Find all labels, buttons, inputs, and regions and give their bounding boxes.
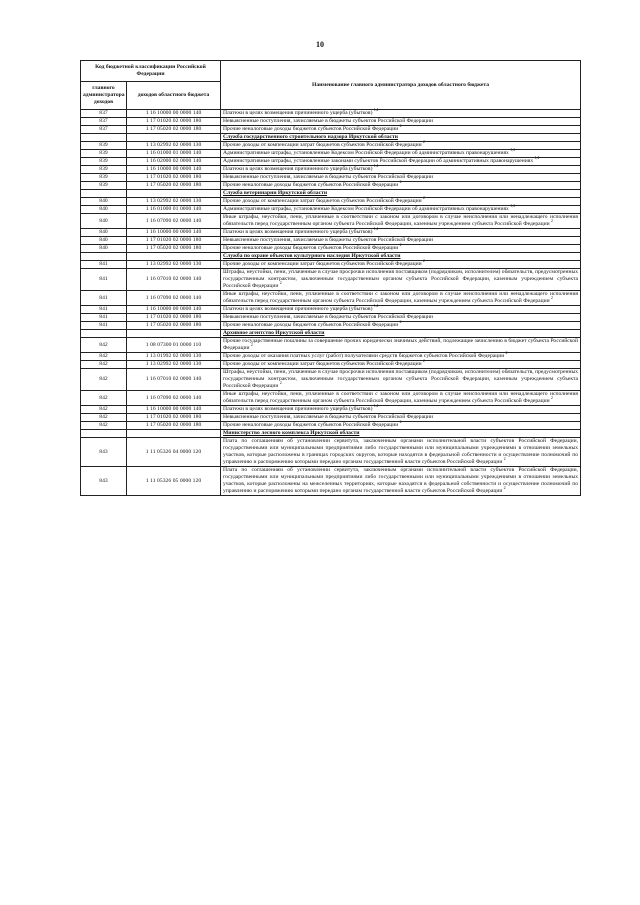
income-name-text: Прочие неналоговые доходы бюджетов субъектов Российской Федерации [223, 322, 399, 328]
table-body [81, 110, 581, 496]
table-row [81, 406, 581, 414]
income-name-cell [221, 269, 581, 291]
empty-cell [81, 134, 127, 142]
income-code-cell: 1 16 07090 02 0000 140 [127, 391, 221, 406]
table-row [81, 438, 581, 467]
income-name-cell [221, 206, 581, 214]
footnote-mark: 1,4 [373, 304, 379, 309]
table-row [81, 291, 581, 306]
table-row [81, 150, 581, 158]
income-code-cell: 1 17 05020 02 0000 180 [127, 182, 221, 190]
section-row [81, 253, 581, 261]
income-name-cell [221, 406, 581, 414]
section-row [81, 330, 581, 338]
table-row [81, 414, 581, 422]
admin-code-cell: 840 [81, 198, 127, 206]
empty-cell [127, 253, 221, 261]
income-code-cell: 1 16 10000 00 0000 140 [127, 406, 221, 414]
income-name-text: Иные штрафы, неустойки, пени, уплаченные в соответствии с законом или договором в случае неисполнения или ненадлежащего исполнения обязательств перед государственным органом субъекта Российской Федерации, казенным учреждением субъекта Российской Федерации [223, 391, 579, 404]
income-name-text: Невыясненные поступления, зачисляемые в бюджеты субъектов Российской Федерации [223, 118, 434, 124]
income-code-cell: 1 17 01020 02 0000 180 [127, 237, 221, 245]
section-row [81, 190, 581, 198]
empty-cell [127, 330, 221, 338]
income-name-cell [221, 126, 581, 134]
admin-code-cell: 840 [81, 229, 127, 237]
income-name-text: Плата по соглашениям об установлении сервитута, заключенным органами исполнительной власти субъектов Российской Федерации, государственными или муниципальными предприятиями либо государственными или муниципальными учреждениями в отношении земельных участков, которые расположены на межселенных территориях, которые находятся в федеральной собственности и осуществление полномочий по управлению и распоряжению которыми передано органам государственной власти субъектов Российской Федерации [223, 467, 579, 494]
admin-code-cell: 840 [81, 206, 127, 214]
income-code-cell: 1 16 01000 01 0000 140 [127, 150, 221, 158]
income-code-cell: 1 17 01020 02 0000 180 [127, 118, 221, 126]
income-name-text: Прочие доходы от компенсации затрат бюджетов субъектов Российской Федерации [223, 142, 422, 148]
income-code-cell: 1 11 05326 05 0000 120 [127, 467, 221, 496]
footnote-mark: 2 [399, 320, 402, 325]
admin-code-cell: 843 [81, 467, 127, 496]
footnote-mark: 2 [503, 486, 506, 491]
income-code-cell: 1 16 10000 00 0000 140 [127, 229, 221, 237]
income-name-cell [221, 166, 581, 174]
table-row [81, 353, 581, 361]
footnote-mark: 2 [279, 381, 282, 386]
footnote-mark: 1,4 [510, 204, 515, 209]
empty-cell [127, 430, 221, 438]
income-name-text: Штрафы, неустойки, пени, уплаченные в случае просрочки исполнения поставщиком (подрядчиком, исполнителем) обязательств, предусмотренных государственным контрактом, заключенным государственным органом субъекта Российской Федерации, казенным учреждением субъекта Российской Федерации [223, 369, 579, 389]
section-title: Архивное агентство Иркутской области [221, 330, 581, 338]
admin-code-cell: 839 [81, 166, 127, 174]
income-name-cell [221, 467, 581, 496]
section-row [81, 134, 581, 142]
section-title: Служба государственного строительного надзора Иркутской области [221, 134, 581, 142]
table-row [81, 369, 581, 391]
empty-cell [127, 134, 221, 142]
income-name-text: Административные штрафы, установленные законами субъектов Российской Федерации об административных правонарушениях [223, 158, 534, 164]
table-row [81, 174, 581, 182]
empty-cell [127, 190, 221, 198]
admin-code-cell: 841 [81, 261, 127, 269]
admin-code-cell: 842 [81, 422, 127, 430]
income-code-cell: 1 16 10000 00 0000 140 [127, 306, 221, 314]
income-name-text: Невыясненные поступления, зачисляемые в бюджеты субъектов Российской Федерации [223, 174, 434, 180]
admin-code-cell: 842 [81, 391, 127, 406]
footnote-mark: 1,4 [373, 108, 379, 113]
income-name-text: Прочие государственные пошлины за совершение прочих юридически значимых действий, подлежащие зачислению в бюджет субъекта Российской Федерации [223, 338, 579, 351]
income-name-cell [221, 361, 581, 369]
footnote-mark: 1,4 [373, 227, 379, 232]
admin-code-cell: 840 [81, 214, 127, 229]
income-name-text: Платежи в целях возмещения причиненного ущерба (убытков) [223, 110, 373, 116]
header-classification-code: Код бюджетной классификации Российской Федерации [81, 61, 221, 82]
table-row [81, 198, 581, 206]
table-row [81, 269, 581, 291]
footnote-mark: 2 [399, 180, 402, 185]
income-name-cell [221, 245, 581, 253]
income-code-cell: 1 13 02992 02 0000 130 [127, 361, 221, 369]
income-name-cell [221, 422, 581, 430]
admin-code-cell: 840 [81, 237, 127, 245]
income-code-cell: 1 08 07300 01 0000 110 [127, 338, 221, 353]
footnote-mark: 2 [423, 140, 425, 145]
section-title: Служба по охране объектов культурного наследия Иркутской области [221, 253, 581, 261]
section-title: Служба ветеринарии Иркутской области [221, 190, 581, 198]
footnote-mark: 2 [423, 259, 425, 264]
table-row [81, 322, 581, 330]
income-code-cell: 1 17 05020 02 0000 180 [127, 422, 221, 430]
income-name-text: Прочие доходы от компенсации затрат бюджетов субъектов Российской Федерации [223, 198, 422, 204]
footnote-mark: 2 [279, 281, 282, 286]
income-code-cell: 1 16 07090 02 0000 140 [127, 291, 221, 306]
income-name-cell [221, 110, 581, 118]
empty-cell [81, 330, 127, 338]
income-code-cell: 1 13 01992 02 0000 130 [127, 353, 221, 361]
footnote-mark: 2 [423, 196, 425, 201]
admin-code-cell: 839 [81, 182, 127, 190]
income-code-cell: 1 13 02992 02 0000 130 [127, 142, 221, 150]
table-row [81, 158, 581, 166]
page-number: 10 [316, 40, 324, 49]
footnote-mark: 1,4 [510, 148, 515, 153]
income-name-cell [221, 182, 581, 190]
admin-code-cell: 839 [81, 142, 127, 150]
admin-code-cell: 841 [81, 322, 127, 330]
income-name-text: Иные штрафы, неустойки, пени, уплаченные в соответствии с законом или договором в случае неисполнения или ненадлежащего исполнения обязательств перед государственным органом субъекта Российской Федерации, казенным учреждением субъекта Российской Федерации [223, 291, 579, 304]
admin-code-cell: 837 [81, 118, 127, 126]
income-name-cell [221, 261, 581, 269]
income-code-cell: 1 16 02000 02 0000 140 [127, 158, 221, 166]
footnote-mark: 2 [399, 124, 402, 129]
footnote-mark: 2 [399, 243, 402, 248]
admin-code-cell: 842 [81, 338, 127, 353]
table-row [81, 306, 581, 314]
income-name-text: Прочие доходы от оказания платных услуг (работ) получателями средств бюджетов субъектов Российской Федерации [223, 353, 505, 359]
table-row [81, 314, 581, 322]
income-name-text: Невыясненные поступления, зачисляемые в бюджеты субъектов Российской Федерации [223, 314, 434, 320]
admin-code-cell: 842 [81, 353, 127, 361]
admin-code-cell: 842 [81, 406, 127, 414]
table-row [81, 361, 581, 369]
income-code-cell: 1 16 07010 02 0000 140 [127, 269, 221, 291]
income-code-cell: 1 17 01020 02 0000 180 [127, 174, 221, 182]
header-income-code: доходов областного бюджета [127, 82, 221, 110]
income-name-text: Административные штрафы, установленные Кодексом Российской Федерации об административных правонарушениях [223, 206, 509, 212]
footnote-mark: 1,4 [373, 404, 379, 409]
income-name-text: Прочие доходы от компенсации затрат бюджетов субъектов Российской Федерации [223, 361, 422, 367]
income-name-text: Платежи в целях возмещения причиненного ущерба (убытков) [223, 229, 373, 235]
income-name-cell [221, 369, 581, 391]
table-row [81, 422, 581, 430]
admin-code-cell: 842 [81, 361, 127, 369]
income-name-cell [221, 306, 581, 314]
income-code-cell: 1 16 07090 02 0000 140 [127, 214, 221, 229]
income-name-text: Прочие неналоговые доходы бюджетов субъектов Российской Федерации [223, 126, 399, 132]
footnote-mark: 2 [503, 457, 506, 462]
empty-cell [81, 190, 127, 198]
admin-code-cell: 841 [81, 314, 127, 322]
admin-code-cell: 843 [81, 438, 127, 467]
header-admin-code: главного администратора доходов [81, 82, 127, 110]
table-row [81, 214, 581, 229]
income-code-cell: 1 16 01000 01 0000 140 [127, 206, 221, 214]
income-code-cell: 1 13 02992 02 0000 130 [127, 198, 221, 206]
income-name-cell [221, 438, 581, 467]
table-row [81, 126, 581, 134]
income-code-cell: 1 11 05326 04 0000 120 [127, 438, 221, 467]
empty-cell [81, 430, 127, 438]
footnote-mark: 2 [423, 359, 425, 364]
admin-code-cell: 841 [81, 291, 127, 306]
income-name-text: Плата по соглашениям об установлении сервитута, заключенным органами исполнительной власти субъектов Российской Федерации, государственными или муниципальными предприятиями либо государственными или муниципальными учреждениями в отношении земельных участков, которые расположены в границах городских округов, которые находятся в федеральной собственности и осуществление полномочий по управлению и распоряжению которыми передано органам государственной власти субъектов Российской Федерации [223, 438, 579, 465]
income-code-cell: 1 16 10000 00 0000 140 [127, 110, 221, 118]
admin-code-cell: 839 [81, 158, 127, 166]
table-row [81, 206, 581, 214]
income-name-cell [221, 322, 581, 330]
admin-code-cell: 839 [81, 174, 127, 182]
income-code-cell: 1 16 07010 02 0000 140 [127, 369, 221, 391]
income-name-cell [221, 229, 581, 237]
income-code-cell: 1 17 01020 02 0000 180 [127, 314, 221, 322]
footnote-mark: 2 [250, 343, 253, 348]
income-code-cell: 1 17 05020 02 0000 180 [127, 245, 221, 253]
table-row [81, 237, 581, 245]
admin-code-cell: 840 [81, 245, 127, 253]
admin-code-cell: 837 [81, 126, 127, 134]
admin-code-cell: 842 [81, 369, 127, 391]
table-row [81, 245, 581, 253]
section-title: Министерство лесного комплекса Иркутской области [221, 430, 581, 438]
table-row [81, 182, 581, 190]
income-name-text: Платежи в целях возмещения причиненного ущерба (убытков) [223, 406, 373, 412]
admin-code-cell: 837 [81, 110, 127, 118]
income-code-cell: 1 17 05020 02 0000 180 [127, 322, 221, 330]
income-name-text: Иные штрафы, неустойки, пени, уплаченные в соответствии с законом или договором в случае неисполнения или ненадлежащего исполнения обязательств перед государственным органом субъекта Российской Федерации, казенным учреждением субъекта Российской Федерации [223, 214, 579, 227]
income-name-text: Прочие неналоговые доходы бюджетов субъектов Российской Федерации [223, 422, 399, 428]
income-name-text: Прочие доходы от компенсации затрат бюджетов субъектов Российской Федерации [223, 261, 422, 267]
table-row [81, 467, 581, 496]
income-name-text: Административные штрафы, установленные Кодексом Российской Федерации об административных правонарушениях [223, 150, 509, 156]
income-name-text: Штрафы, неустойки, пени, уплаченные в случае просрочки исполнения поставщиком (подрядчиком, исполнителем) обязательств, предусмотренных государственным контрактом, заключенным государственным органом субъекта Российской Федерации, казенным учреждением субъекта Российской Федерации [223, 269, 579, 289]
footnote-mark: 2 [551, 396, 553, 401]
income-name-text: Невыясненные поступления, зачисляемые в бюджеты субъектов Российской Федерации [223, 414, 434, 420]
income-name-text: Платежи в целях возмещения причиненного ущерба (убытков) [223, 306, 373, 312]
income-name-text: Невыясненные поступления, зачисляемые в бюджеты субъектов Российской Федерации [223, 237, 434, 243]
income-name-text: Прочие неналоговые доходы бюджетов субъектов Российской Федерации [223, 182, 399, 188]
footnote-mark: 2 [505, 351, 508, 356]
table-row [81, 391, 581, 406]
footnote-mark: 2 [551, 296, 553, 301]
admin-code-cell: 839 [81, 150, 127, 158]
admin-code-cell: 841 [81, 306, 127, 314]
table-row [81, 118, 581, 126]
income-code-cell: 1 17 05020 02 0000 180 [127, 126, 221, 134]
footnote-mark: 1,4 [534, 156, 540, 161]
admin-code-cell: 842 [81, 414, 127, 422]
footnote-mark: 1,4 [373, 164, 379, 169]
income-name-text: Прочие неналоговые доходы бюджетов субъектов Российской Федерации [223, 245, 399, 251]
table-row [81, 142, 581, 150]
table-row [81, 166, 581, 174]
admin-code-cell: 841 [81, 269, 127, 291]
income-code-cell: 1 17 01020 02 0000 180 [127, 414, 221, 422]
income-code-cell: 1 13 02992 02 0000 130 [127, 261, 221, 269]
empty-cell [81, 253, 127, 261]
table-row [81, 110, 581, 118]
income-code-cell: 1 16 10000 00 0000 140 [127, 166, 221, 174]
footnote-mark: 2 [551, 219, 553, 224]
footnote-mark: 2 [399, 420, 402, 425]
table-row [81, 229, 581, 237]
income-name-text: Платежи в целях возмещения причиненного ущерба (убытков) [223, 166, 373, 172]
budget-classification-table [80, 60, 581, 496]
section-row [81, 430, 581, 438]
table-row [81, 261, 581, 269]
header-administrator-name: Наименование главного администратора доходов областного бюджета [221, 61, 581, 110]
